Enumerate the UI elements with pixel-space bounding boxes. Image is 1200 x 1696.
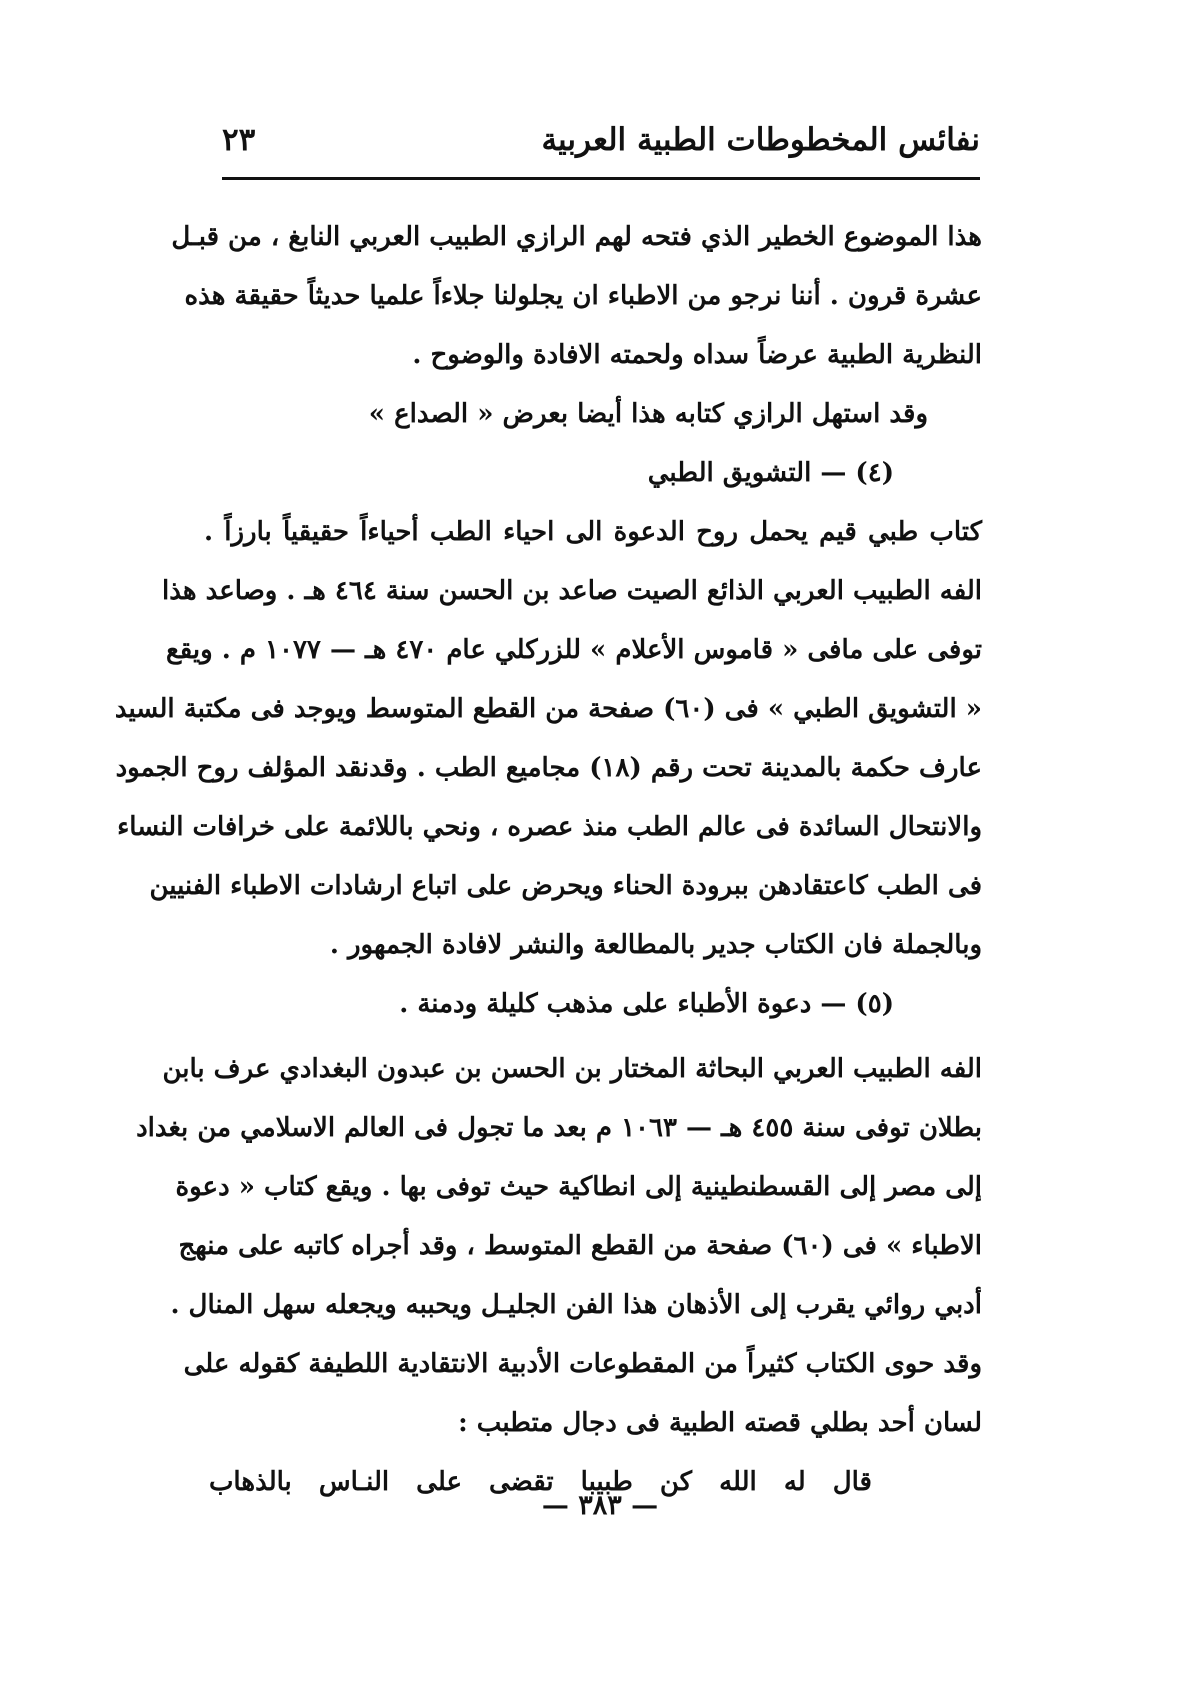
verse-line: قال له الله كن طبيبا تقضى على النـاس بالذهاب (208, 1467, 872, 1497)
text-line: الفه الطبيب العربي الذائع الصيت صاعد بن الحسن سنة ٤٦٤ هـ . وصاعد هذا (162, 576, 982, 606)
text-line: عارف حكمة بالمدينة تحت رقم (١٨) مجاميع الطب . وقدنقد المؤلف روح الجمود (115, 753, 982, 783)
text-line: الاطباء » فى (٦٠) صفحة من القطع المتوسط ، وقد أجراه كاتبه على منهج (178, 1231, 982, 1261)
header-page-number: ٢٣ (222, 122, 256, 158)
text-line: توفى على مافى « قاموس الأعلام » للزركلي عام ٤٧٠ هـ — ١٠٧٧ م . ويقع (165, 635, 982, 665)
text-line: والانتحال السائدة فى عالم الطب منذ عصره ، ونحي باللائمة على خرافات النساء (117, 812, 982, 842)
body-text (114, 208, 982, 1512)
text-line: كتاب طبي قيم يحمل روح الدعوة الى احياء الطب أحياءاً حقيقياً بارزاً . (204, 517, 982, 547)
text-line: بطلان توفى سنة ٤٥٥ هـ — ١٠٦٣ م بعد ما تجول فى العالم الاسلامي من بغداد (136, 1113, 982, 1143)
section-heading: (٤) — التشويق الطبي (647, 458, 894, 488)
text-line: الفه الطبيب العربي البحاثة المختار بن الحسن بن عبدون البغدادي عرف بابن (162, 1054, 982, 1084)
text-line: أدبي روائي يقرب إلى الأذهان هذا الفن الجليـل ويحببه ويجعله سهل المنال . (170, 1290, 982, 1320)
text-line: عشرة قرون . أننا نرجو من الاطباء ان يجلولنا جلاءاً علميا حديثاً حقيقة هذه (184, 281, 982, 311)
text-line: وقد استهل الرازي كتابه هذا أيضا بعرض « الصداع » (368, 399, 928, 429)
section-heading: (٥) — دعوة الأطباء على مذهب كليلة ودمنة . (399, 989, 894, 1019)
text-line: النظرية الطبية عرضاً سداه ولحمته الافادة والوضوح . (412, 340, 982, 370)
running-header (222, 112, 980, 168)
text-line: هذا الموضوع الخطير الذي فتحه لهم الرازي الطبيب العربي النابغ ، من قبـل (171, 222, 982, 252)
footer-page-number: — ٣٨٣ — (541, 1490, 659, 1521)
text-line: لسان أحد بطلي قصته الطبية فى دجال متطبب : (458, 1408, 982, 1438)
header-title: نفائس المخطوطات الطبية العربية (541, 122, 980, 158)
header-rule (222, 177, 980, 180)
text-line: وقد حوى الكتاب كثيراً من المقطوعات الأدبية الانتقادية اللطيفة كقوله على (183, 1349, 982, 1379)
text-line: إلى مصر إلى القسطنطينية إلى انطاكية حيث توفى بها . ويقع كتاب « دعوة (175, 1172, 982, 1202)
text-line: فى الطب كاعتقادهن ببرودة الحناء ويحرض على اتباع ارشادات الاطباء الفنيين (149, 871, 982, 901)
text-line: « التشويق الطبي » فى (٦٠) صفحة من القطع المتوسط ويوجد فى مكتبة السيد (114, 694, 982, 724)
text-line: وبالجملة فان الكتاب جدير بالمطالعة والنشر لافادة الجمهور . (329, 930, 982, 960)
